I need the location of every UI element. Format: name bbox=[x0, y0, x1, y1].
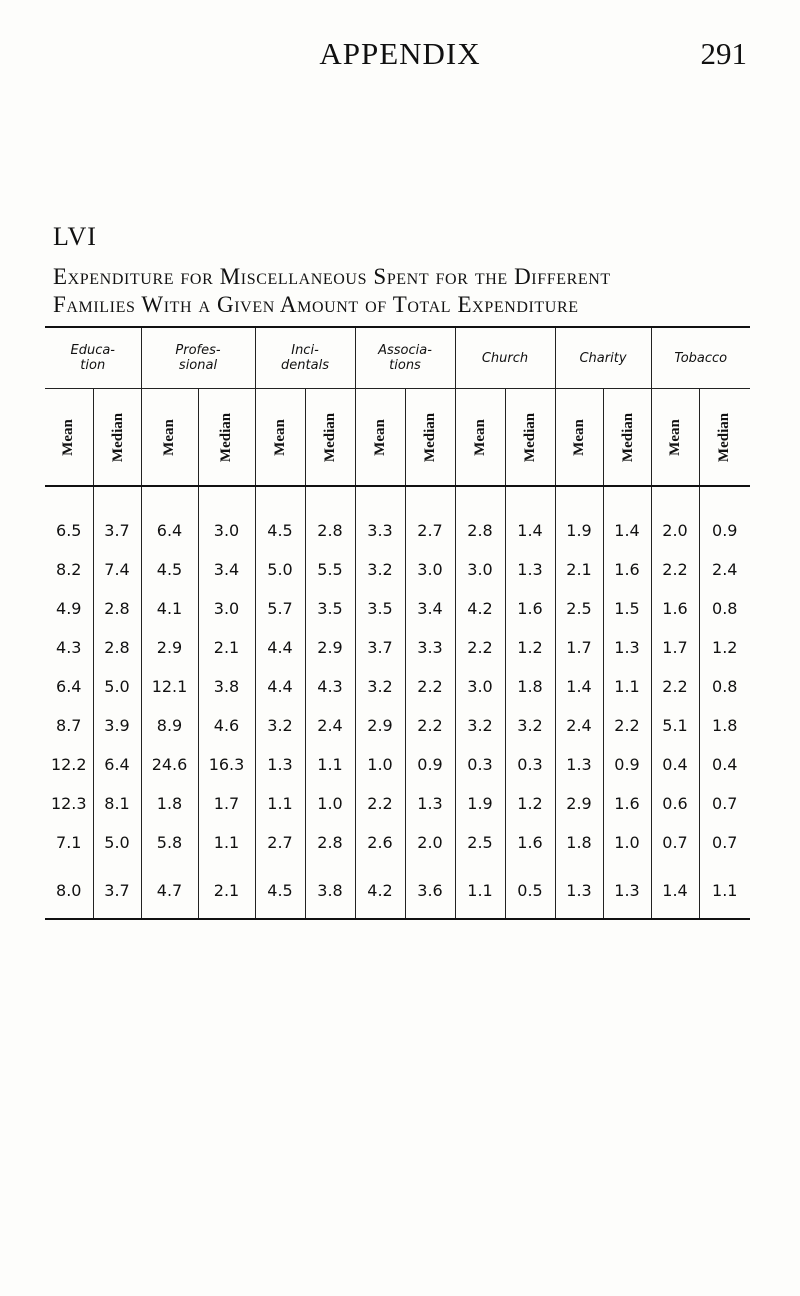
sub-header-median bbox=[699, 389, 750, 487]
table-cell: 1.9 bbox=[555, 511, 603, 550]
table-cell: 1.8 bbox=[505, 667, 555, 706]
table-cell: 4.1 bbox=[141, 589, 198, 628]
spacer-cell bbox=[93, 486, 141, 511]
table-cell: 5.7 bbox=[255, 589, 305, 628]
table-cell: 0.4 bbox=[651, 745, 699, 784]
table-cell: 0.6 bbox=[651, 784, 699, 823]
table-cell: 1.6 bbox=[505, 589, 555, 628]
table-cell: 2.2 bbox=[455, 628, 505, 667]
group-header-line-1: Educa- bbox=[70, 343, 115, 358]
table-cell: 1.2 bbox=[699, 628, 750, 667]
table-cell: 4.5 bbox=[255, 511, 305, 550]
table-cell: 1.1 bbox=[699, 862, 750, 919]
table-cell: 1.1 bbox=[198, 823, 255, 862]
table-cell: 2.7 bbox=[405, 511, 455, 550]
table-cell: 3.2 bbox=[455, 706, 505, 745]
spacer-cell bbox=[455, 486, 505, 511]
table-cell: 0.7 bbox=[699, 784, 750, 823]
group-header-3 bbox=[355, 328, 455, 389]
group-header-0 bbox=[45, 328, 141, 389]
table-cell: 2.4 bbox=[305, 706, 355, 745]
table-cell: 12.1 bbox=[141, 667, 198, 706]
sub-header-median bbox=[93, 389, 141, 487]
table-cell: 8.1 bbox=[93, 784, 141, 823]
sub-header-median-label: Median bbox=[521, 412, 538, 463]
table-cell: 6.4 bbox=[56, 677, 82, 696]
table-cell: 2.9 bbox=[305, 628, 355, 667]
table-cell: 2.8 bbox=[93, 628, 141, 667]
spacer-cell bbox=[699, 486, 750, 511]
sub-header-mean bbox=[555, 389, 603, 487]
table-cell: 2.2 bbox=[603, 706, 651, 745]
table-cell: 3.5 bbox=[305, 589, 355, 628]
group-header-6 bbox=[651, 328, 750, 389]
table-cell: 0.8 bbox=[699, 667, 750, 706]
group-header-line-1: Inci- bbox=[291, 343, 319, 358]
table-cell: 4.9 bbox=[56, 599, 82, 618]
table-cell: 4.3 bbox=[56, 638, 82, 657]
table-cell: 2.8 bbox=[305, 823, 355, 862]
table-row bbox=[45, 550, 750, 589]
table-cell: 2.1 bbox=[198, 862, 255, 919]
table-cell: 1.2 bbox=[505, 784, 555, 823]
table-row bbox=[45, 823, 750, 862]
table-cell: 0.7 bbox=[651, 823, 699, 862]
group-header-line-1: Tobacco bbox=[674, 350, 728, 366]
table-cell: 2.9 bbox=[555, 784, 603, 823]
sub-header-mean-label: Mean bbox=[160, 419, 177, 456]
spacer-cell bbox=[405, 486, 455, 511]
sub-header-median bbox=[405, 389, 455, 487]
table-row bbox=[45, 862, 750, 919]
table-cell: 2.0 bbox=[651, 511, 699, 550]
table-cell: 1.4 bbox=[505, 511, 555, 550]
group-header-line-1: Church bbox=[481, 350, 529, 366]
sub-header-mean bbox=[45, 389, 93, 487]
table-cell: 2.7 bbox=[255, 823, 305, 862]
table-cell: 3.2 bbox=[355, 550, 405, 589]
table-cell: 2.2 bbox=[355, 784, 405, 823]
table-cell: 2.2 bbox=[405, 667, 455, 706]
table-cell: 12.2 bbox=[50, 755, 87, 774]
table-cell: 4.3 bbox=[305, 667, 355, 706]
table-cell: 1.4 bbox=[603, 511, 651, 550]
table-title-line-1: Expenditure for Miscellaneous Spent for the Different bbox=[53, 264, 611, 289]
table-cell: 3.3 bbox=[355, 511, 405, 550]
table-cell: 4.4 bbox=[255, 628, 305, 667]
table-cell: 5.5 bbox=[305, 550, 355, 589]
table-cell: 1.3 bbox=[255, 745, 305, 784]
table-cell: 3.3 bbox=[405, 628, 455, 667]
table-cell: 8.9 bbox=[141, 706, 198, 745]
table-cell: 1.0 bbox=[355, 745, 405, 784]
sub-header-median-label: Median bbox=[109, 412, 126, 463]
table-cell: 1.1 bbox=[603, 667, 651, 706]
sub-header-median-label: Median bbox=[619, 412, 636, 463]
table-cell: 1.3 bbox=[405, 784, 455, 823]
table-cell: 8.7 bbox=[56, 716, 82, 735]
table-cell: 1.1 bbox=[305, 745, 355, 784]
table-title bbox=[53, 263, 753, 319]
table-cell: 1.1 bbox=[255, 784, 305, 823]
table-cell: 2.4 bbox=[555, 706, 603, 745]
table-cell: 3.2 bbox=[255, 706, 305, 745]
sub-header-mean bbox=[651, 389, 699, 487]
table-cell: 5.0 bbox=[93, 667, 141, 706]
table-cell: 2.1 bbox=[555, 550, 603, 589]
sub-header-mean-label: Mean bbox=[371, 419, 388, 456]
table-cell: 3.0 bbox=[198, 589, 255, 628]
table-cell: 3.0 bbox=[198, 511, 255, 550]
table-cell: 3.0 bbox=[455, 550, 505, 589]
group-header-line-1: Charity bbox=[579, 350, 627, 366]
sub-header-mean-label: Mean bbox=[271, 419, 288, 456]
table-cell: 2.6 bbox=[355, 823, 405, 862]
table-cell: 4.7 bbox=[141, 862, 198, 919]
table-cell: 4.2 bbox=[355, 862, 405, 919]
table-cell: 2.0 bbox=[405, 823, 455, 862]
table-cell: 1.0 bbox=[603, 823, 651, 862]
table-cell: 3.6 bbox=[405, 862, 455, 919]
sub-header-row bbox=[45, 389, 750, 487]
table-cell: 3.8 bbox=[198, 667, 255, 706]
sub-header-median-label: Median bbox=[217, 412, 234, 463]
table-row bbox=[45, 784, 750, 823]
table-cell: 6.4 bbox=[141, 511, 198, 550]
sub-header-median-label: Median bbox=[421, 412, 438, 463]
sub-header-median-label: Median bbox=[716, 412, 733, 463]
table-cell: 1.3 bbox=[603, 628, 651, 667]
table-number: LVI bbox=[53, 222, 97, 251]
spacer-cell bbox=[141, 486, 198, 511]
table-cell: 4.5 bbox=[255, 862, 305, 919]
spacer-cell bbox=[45, 486, 93, 511]
table-cell: 12.3 bbox=[50, 794, 87, 813]
table-cell: 1.8 bbox=[555, 823, 603, 862]
table-cell: 2.8 bbox=[305, 511, 355, 550]
table-cell: 2.1 bbox=[198, 628, 255, 667]
group-header-line-2: tions bbox=[389, 358, 421, 373]
table-cell: 1.5 bbox=[603, 589, 651, 628]
table-cell: 0.9 bbox=[699, 511, 750, 550]
sub-header-median bbox=[505, 389, 555, 487]
table-cell: 2.2 bbox=[651, 667, 699, 706]
table-cell: 0.9 bbox=[405, 745, 455, 784]
spacer-cell bbox=[505, 486, 555, 511]
table-cell: 1.4 bbox=[555, 667, 603, 706]
table-cell: 4.4 bbox=[255, 667, 305, 706]
group-header-1 bbox=[141, 328, 255, 389]
table-cell: 16.3 bbox=[198, 745, 255, 784]
table-cell: 1.8 bbox=[141, 784, 198, 823]
sub-header-mean bbox=[255, 389, 305, 487]
table-cell: 3.7 bbox=[93, 862, 141, 919]
table-cell: 2.2 bbox=[651, 550, 699, 589]
table-cell: 5.0 bbox=[255, 550, 305, 589]
table-cell: 0.8 bbox=[699, 589, 750, 628]
table-cell: 8.0 bbox=[45, 862, 93, 919]
table-cell: 1.3 bbox=[505, 550, 555, 589]
table-cell: 0.3 bbox=[505, 745, 555, 784]
table-cell: 1.2 bbox=[505, 628, 555, 667]
group-header-row bbox=[45, 328, 750, 389]
table-row bbox=[45, 511, 750, 550]
table-cell: 1.9 bbox=[455, 784, 505, 823]
running-head bbox=[0, 36, 800, 76]
table-cell: 1.7 bbox=[555, 628, 603, 667]
sub-header-mean bbox=[141, 389, 198, 487]
table-cell: 2.9 bbox=[141, 628, 198, 667]
sub-header-median bbox=[305, 389, 355, 487]
table-cell: 0.4 bbox=[699, 745, 750, 784]
spacer-cell bbox=[555, 486, 603, 511]
group-header-line-2: dentals bbox=[281, 358, 329, 373]
group-header-line-1: Associa- bbox=[378, 343, 432, 358]
sub-header-mean-label: Mean bbox=[570, 419, 587, 456]
spacer-cell bbox=[305, 486, 355, 511]
table-cell: 2.4 bbox=[699, 550, 750, 589]
table-cell: 0.7 bbox=[699, 823, 750, 862]
table-cell: 1.6 bbox=[505, 823, 555, 862]
page-number: 291 bbox=[700, 36, 747, 71]
group-header-line-2: tion bbox=[80, 358, 106, 373]
sub-header-mean bbox=[455, 389, 505, 487]
table-cell: 3.7 bbox=[93, 511, 141, 550]
table-cell: 1.3 bbox=[555, 745, 603, 784]
group-header-line-1: Profes- bbox=[175, 343, 221, 358]
table-cell: 7.1 bbox=[56, 833, 82, 852]
table-cell: 3.0 bbox=[405, 550, 455, 589]
table-cell: 1.6 bbox=[651, 589, 699, 628]
table-cell: 2.8 bbox=[455, 511, 505, 550]
table-cell: 3.7 bbox=[355, 628, 405, 667]
table-cell: 1.7 bbox=[198, 784, 255, 823]
spacer-row bbox=[45, 486, 750, 511]
spacer-cell bbox=[651, 486, 699, 511]
table-cell: 3.4 bbox=[405, 589, 455, 628]
table-cell: 2.8 bbox=[93, 589, 141, 628]
table-cell: 5.0 bbox=[93, 823, 141, 862]
table-cell: 8.2 bbox=[56, 560, 82, 579]
table-cell: 6.5 bbox=[56, 521, 82, 540]
table-cell: 1.8 bbox=[699, 706, 750, 745]
table-row bbox=[45, 667, 750, 706]
sub-header-mean-label: Mean bbox=[666, 419, 683, 456]
table-cell: 1.3 bbox=[555, 862, 603, 919]
table-cell: 2.5 bbox=[455, 823, 505, 862]
group-header-line-2: sional bbox=[178, 358, 218, 373]
spacer-cell bbox=[198, 486, 255, 511]
table-cell: 4.2 bbox=[455, 589, 505, 628]
table-cell: 24.6 bbox=[141, 745, 198, 784]
table-cell: 4.6 bbox=[198, 706, 255, 745]
table-cell: 3.9 bbox=[93, 706, 141, 745]
table-cell: 3.4 bbox=[198, 550, 255, 589]
table-cell: 2.2 bbox=[405, 706, 455, 745]
table-cell: 7.4 bbox=[93, 550, 141, 589]
sub-header-median bbox=[198, 389, 255, 487]
sub-header-mean-label: Mean bbox=[60, 419, 77, 456]
table-row bbox=[45, 628, 750, 667]
spacer-cell bbox=[355, 486, 405, 511]
expenditure-table bbox=[45, 326, 750, 920]
table-cell: 1.1 bbox=[455, 862, 505, 919]
table-cell: 2.5 bbox=[555, 589, 603, 628]
table-row bbox=[45, 745, 750, 784]
spacer-cell bbox=[255, 486, 305, 511]
table-cell: 4.5 bbox=[141, 550, 198, 589]
sub-header-mean-label: Mean bbox=[471, 419, 488, 456]
table-cell: 1.0 bbox=[305, 784, 355, 823]
table-cell: 5.8 bbox=[141, 823, 198, 862]
table-cell: 1.4 bbox=[651, 862, 699, 919]
sub-header-median-label: Median bbox=[321, 412, 338, 463]
table-title-line-2: Families With a Given Amount of Total Expenditure bbox=[53, 292, 579, 317]
table-row bbox=[45, 706, 750, 745]
table-cell: 3.0 bbox=[455, 667, 505, 706]
group-header-2 bbox=[255, 328, 355, 389]
table-cell: 6.4 bbox=[93, 745, 141, 784]
table-cell: 0.3 bbox=[455, 745, 505, 784]
table-cell: 5.1 bbox=[651, 706, 699, 745]
table-cell: 3.2 bbox=[355, 667, 405, 706]
group-header-4 bbox=[455, 328, 555, 389]
spacer-cell bbox=[603, 486, 651, 511]
running-title: APPENDIX bbox=[319, 36, 481, 71]
table-cell: 1.3 bbox=[603, 862, 651, 919]
table-cell: 1.6 bbox=[603, 784, 651, 823]
table-cell: 0.5 bbox=[505, 862, 555, 919]
table-cell: 0.9 bbox=[603, 745, 651, 784]
table-cell: 3.8 bbox=[305, 862, 355, 919]
table-row bbox=[45, 589, 750, 628]
table-cell: 3.2 bbox=[505, 706, 555, 745]
group-header-5 bbox=[555, 328, 651, 389]
sub-header-median bbox=[603, 389, 651, 487]
table-cell: 1.6 bbox=[603, 550, 651, 589]
table-cell: 2.9 bbox=[355, 706, 405, 745]
table-cell: 1.7 bbox=[651, 628, 699, 667]
table-cell: 3.5 bbox=[355, 589, 405, 628]
sub-header-mean bbox=[355, 389, 405, 487]
